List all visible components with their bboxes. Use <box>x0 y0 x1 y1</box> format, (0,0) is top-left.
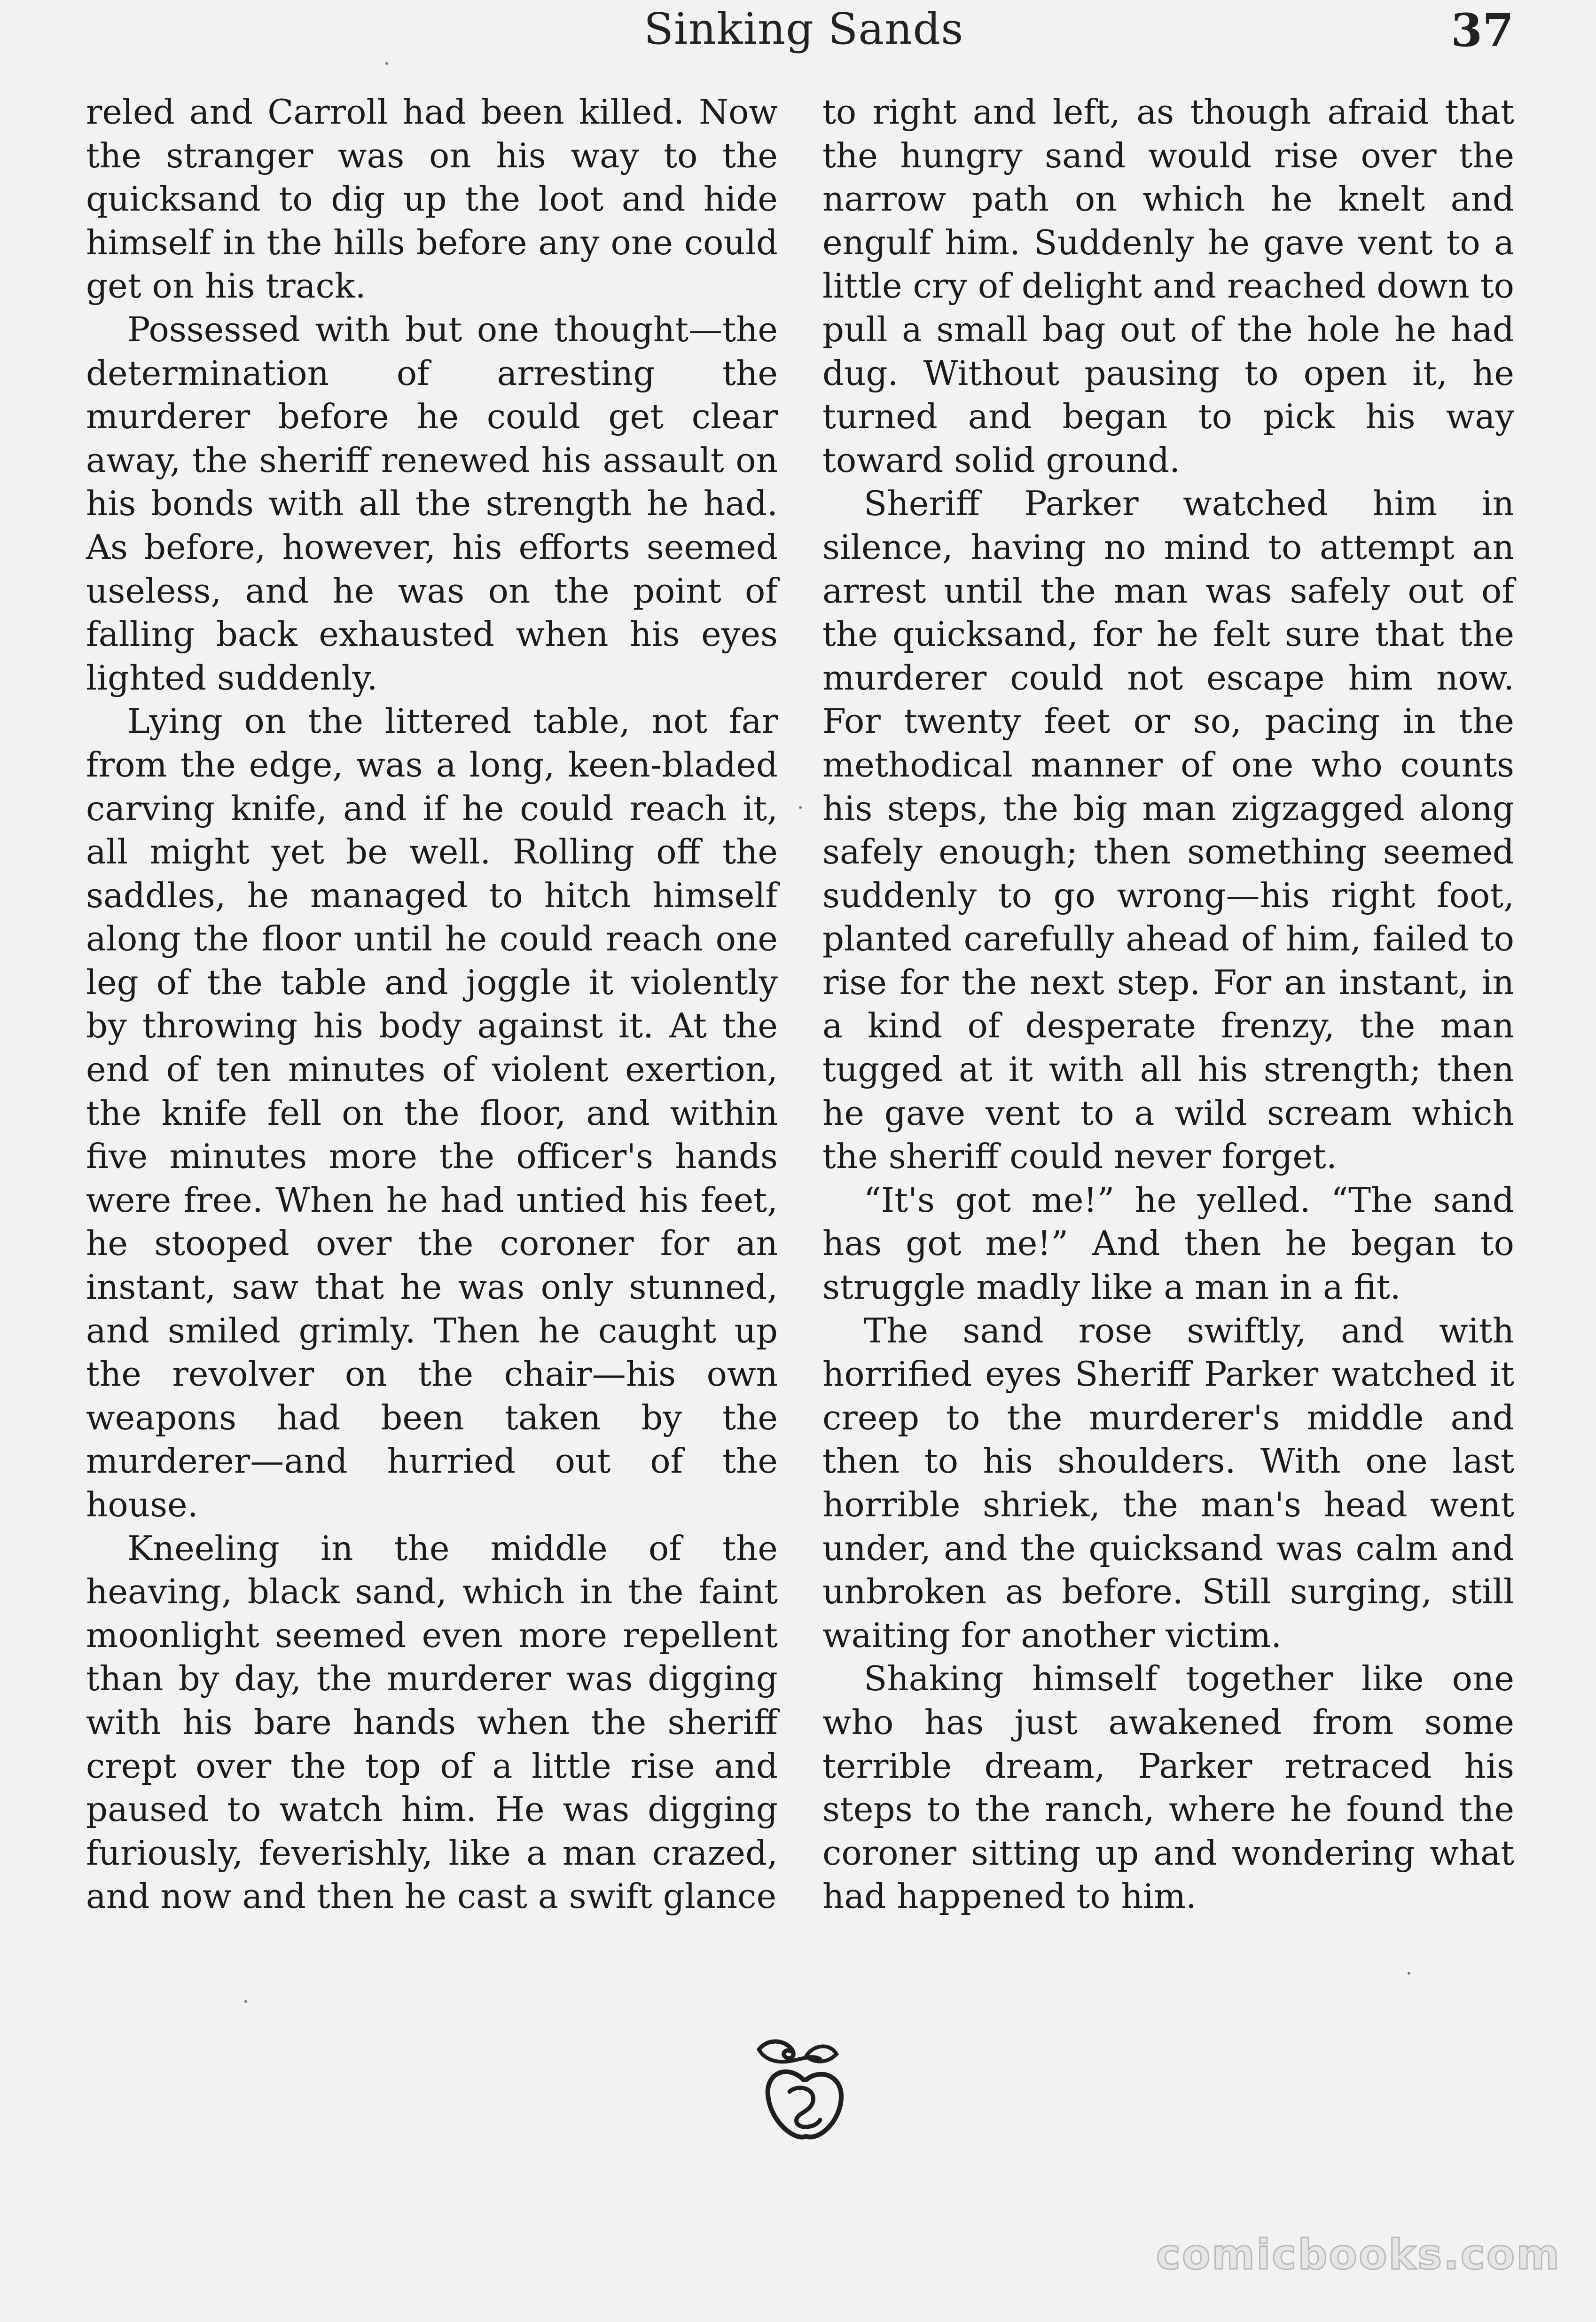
apple-vine-ornament-icon <box>750 2035 858 2148</box>
paragraph: Lying on the littered table, not far from the edge, was a long, keen-bladed carving knife, and if he could reach it, all might yet be well. Rolling off the saddles, he managed to hitch himself along the floor until he could reach one leg of the table and joggle it violently by throwing his body against it. At the end of ten minutes of violent exertion, the knife fell on the floor, and within five minutes more the officer's hands were free. When he had untied his feet, he stooped over the coroner for an instant, saw that he was only stunned, and smiled grimly. Then he caught up the revolver on the chair—his own weapons had been taken by the murderer—and hurried out of the house. <box>86 701 778 1524</box>
paper-speck <box>244 2000 247 2003</box>
left-column <box>86 90 778 1918</box>
running-title: Sinking Sands <box>644 4 964 54</box>
paragraph: Kneeling in the middle of the heaving, black sand, which in the faint moonlight seemed even more repellent than by day, the murderer was digging with his bare hands when the sheriff crept over the top of a little rise and paused to watch him. He was digging furiously, feverishly, like a man crazed, and now and then he cast a swift glance <box>86 1528 778 1916</box>
paragraph: The sand rose swiftly, and with horrified eyes Sheriff Parker watched it creep to the murderer's middle and then to his shoulders. With one last horrible shriek, the man's head went under, and the quicksand was calm and unbroken as before. Still surging, still waiting for another victim. <box>822 1310 1514 1655</box>
watermark: comicbooks.com <box>1156 2230 1561 2279</box>
paragraph: Possessed with but one thought—the determination of arresting the murderer before he could get clear away, the sheriff renewed his assault on his bonds with all the strength he had. As before, however, his efforts seemed useless, and he was on the point of falling back exhausted when his eyes lighted suddenly. <box>86 309 778 698</box>
paper-speck <box>1408 1972 1410 1975</box>
paragraph: reled and Carroll had been killed. Now the stranger was on his way to the quicksand to dig up the loot and hide himself in the hills before any one could get on his track. <box>86 92 778 306</box>
paragraph: Sheriff Parker watched him in silence, having no mind to attempt an arrest until the man was safely out of the quicksand, for he felt sure that the murderer could not escape him now. For twenty feet or so, pacing in the methodical manner of one who counts his steps, the big man zigzagged along safely enough; then something seemed suddenly to go wrong—his right foot, planted carefully ahead of him, failed to rise for the next step. For an instant, in a kind of desperate frenzy, the man tugged at it with all his strength; then he gave vent to a wild scream which the sheriff could never forget. <box>822 484 1514 1177</box>
right-column <box>822 90 1514 1918</box>
page-header <box>0 0 1596 71</box>
page-number: 37 <box>1451 4 1514 57</box>
paper-speck <box>385 62 388 65</box>
paper-speck <box>799 806 802 809</box>
paragraph: “It's got me!” he yelled. “The sand has got me!” And then he began to struggle madly like a man in a fit. <box>822 1180 1514 1307</box>
paragraph: Shaking himself together like one who has just awakened from some terrible dream, Parker retraced his steps to the ranch, where he found the coroner sitting up and wondering what had happened to him. <box>822 1659 1514 1916</box>
paragraph: to right and left, as though afraid that the hungry sand would rise over the narrow path on which he knelt and engulf him. Suddenly he gave vent to a little cry of delight and reached down to pull a small bag out of the hole he had dug. Without pausing to open it, he turned and began to pick his way toward solid ground. <box>822 92 1514 480</box>
